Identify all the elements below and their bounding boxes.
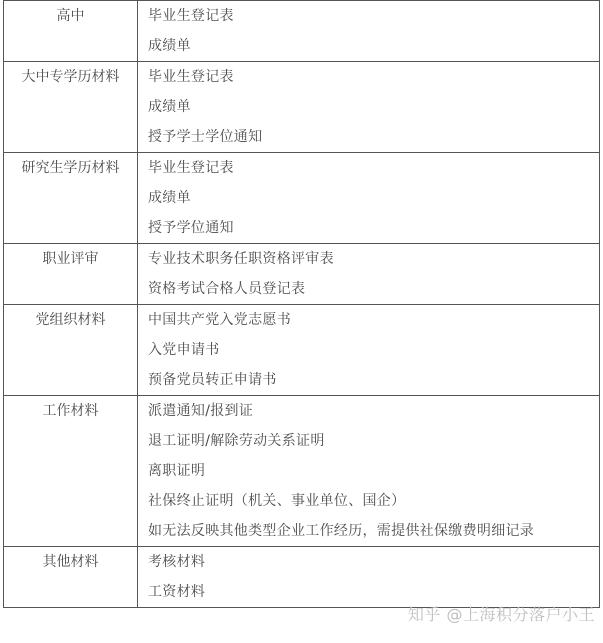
category-cell: 研究生学历材料 [4,153,138,244]
table-row [4,153,600,244]
table-row [4,244,600,305]
items-cell [138,547,600,608]
list-item: 专业技术职务任职资格评审表 [148,251,334,267]
items-cell [138,305,600,396]
items-cell [138,1,600,62]
list-item: 社保终止证明（机关、事业单位、国企） [148,493,406,509]
category-cell: 党组织材料 [4,305,138,396]
list-item: 成绩单 [148,190,191,206]
category-cell: 其他材料 [4,547,138,608]
table-row [4,396,600,547]
table-row [4,62,600,153]
list-item: 派遣通知/报到证 [148,403,254,419]
table-row [4,1,600,62]
category-cell: 高中 [4,1,138,62]
items-cell [138,396,600,547]
items-cell [138,153,600,244]
list-item: 预备党员转正申请书 [148,372,277,388]
table-row [4,305,600,396]
list-item: 中国共产党入党志愿书 [148,312,291,328]
items-cell [138,244,600,305]
list-item: 授予学士学位通知 [148,129,263,145]
materials-table [3,0,600,608]
list-item: 入党申请书 [148,342,220,358]
table-row [4,547,600,608]
list-item: 工资材料 [148,584,206,600]
items-cell [138,62,600,153]
list-item: 毕业生登记表 [148,160,234,176]
category-cell: 职业评审 [4,244,138,305]
category-cell: 工作材料 [4,396,138,547]
watermark: 知乎 @上海积分落户小王 [407,605,595,624]
list-item: 资格考试合格人员登记表 [148,281,306,297]
list-item: 毕业生登记表 [148,69,234,85]
list-item: 成绩单 [148,99,191,115]
list-item: 毕业生登记表 [148,8,234,24]
list-item: 授予学位通知 [148,220,234,236]
list-item: 成绩单 [148,38,191,54]
category-cell: 大中专学历材料 [4,62,138,153]
list-item: 退工证明/解除劳动关系证明 [148,433,325,449]
list-item: 离职证明 [148,463,206,479]
list-item: 如无法反映其他类型企业工作经历，需提供社保缴费明细记录 [148,523,535,539]
list-item: 考核材料 [148,554,206,570]
